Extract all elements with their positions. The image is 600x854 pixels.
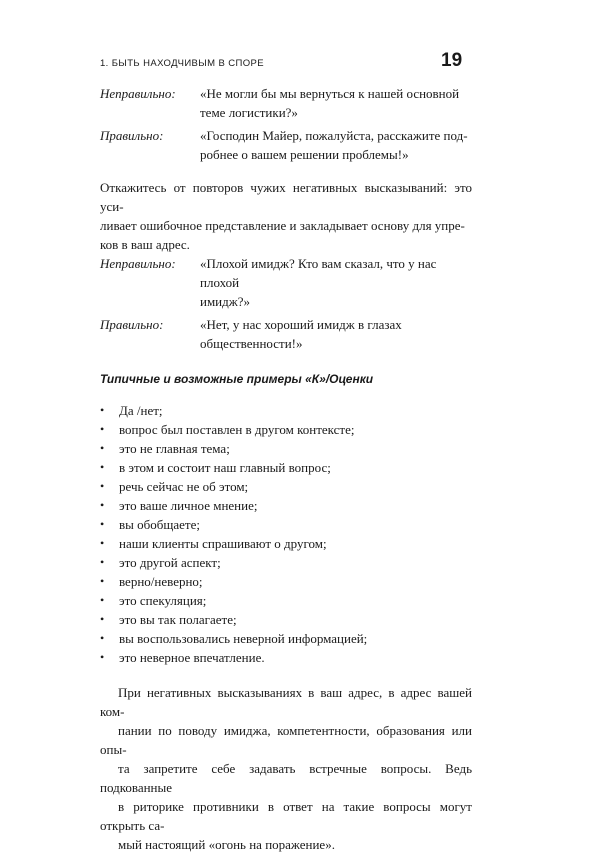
list-item-text: это ваше личное мнение; — [119, 498, 258, 513]
paragraph-repetition-advice — [100, 178, 472, 254]
bullet-icon: • — [100, 422, 105, 436]
example-line: «Господин Майер, пожалуйста, расскажите под- — [200, 128, 468, 143]
list-item — [100, 439, 472, 458]
text-line: ков в ваш адрес. — [100, 237, 190, 252]
bullet-icon: • — [100, 555, 105, 569]
list-item-text: наши клиенты спрашивают о другом; — [119, 536, 327, 551]
page-body — [100, 84, 472, 854]
text-line: Откажитесь от повторов чужих негативных высказываний: это уси- — [100, 180, 472, 214]
text-line: пании по поводу имиджа, компетентности, образования или опы- — [100, 723, 472, 757]
example-line: робнее о вашем решении проблемы!» — [200, 147, 409, 162]
list-item — [100, 572, 472, 591]
bullet-icon: • — [100, 441, 105, 455]
list-item-text: вы воспользовались неверной информацией; — [119, 631, 368, 646]
example-label: Правильно: — [100, 128, 164, 143]
bullet-icon: • — [100, 650, 105, 664]
example-text — [200, 84, 472, 122]
text-line: мый настоящий «огонь на поражение». — [118, 837, 335, 852]
section-subheading: Типичные и возможные примеры «К»/Оценки — [100, 372, 374, 386]
bullet-icon: • — [100, 403, 105, 417]
list-item-text: это другой аспект; — [119, 555, 221, 570]
example-wrong-2 — [100, 254, 472, 311]
list-item-text: это не главная тема; — [119, 441, 230, 456]
bullet-icon: • — [100, 593, 105, 607]
list-item-text: Да /нет; — [119, 403, 163, 418]
bullet-icon: • — [100, 631, 105, 645]
list-item — [100, 401, 472, 420]
list-item — [100, 458, 472, 477]
text-line: ливает ошибочное представление и закладывает основу для упре- — [100, 218, 465, 233]
list-item-text: верно/неверно; — [119, 574, 203, 589]
list-item — [100, 477, 472, 496]
running-header: 1. БЫТЬ НАХОДЧИВЫМ В СПОРЕ — [100, 58, 264, 69]
bullet-icon: • — [100, 460, 105, 474]
list-item-text: в этом и состоит наш главный вопрос; — [119, 460, 331, 475]
list-item — [100, 553, 472, 572]
example-text — [200, 315, 472, 353]
bullet-icon: • — [100, 536, 105, 550]
example-label: Неправильно: — [100, 256, 176, 271]
list-item-text: это неверное впечатление. — [119, 650, 265, 665]
example-text — [200, 254, 472, 311]
list-item-text: вопрос был поставлен в другом контексте; — [119, 422, 355, 437]
paragraph-counter-questions — [100, 683, 472, 854]
example-label: Правильно: — [100, 317, 164, 332]
example-line: «Не могли бы мы вернуться к нашей основной — [200, 86, 460, 101]
list-item-text: это спекуляция; — [119, 593, 207, 608]
example-right-1 — [100, 126, 472, 164]
example-line: «Нет, у нас хороший имидж в глазах общественности!» — [200, 317, 402, 351]
list-item — [100, 515, 472, 534]
example-line: «Плохой имидж? Кто вам сказал, что у нас плохой — [200, 256, 437, 290]
list-item — [100, 420, 472, 439]
list-item-text: речь сейчас не об этом; — [119, 479, 249, 494]
list-item — [100, 496, 472, 515]
example-line: теме логистики?» — [200, 105, 298, 120]
list-item — [100, 610, 472, 629]
list-item — [100, 629, 472, 648]
bullet-icon: • — [100, 517, 105, 531]
example-right-2 — [100, 315, 472, 353]
text-line: в риторике противники в ответ на такие вопросы могут открыть са- — [100, 799, 472, 833]
list-item — [100, 534, 472, 553]
bullet-icon: • — [100, 498, 105, 512]
list-item-text: это вы так полагаете; — [119, 612, 237, 627]
bullet-icon: • — [100, 612, 105, 626]
example-text — [200, 126, 472, 164]
example-line: имидж?» — [200, 294, 251, 309]
examples-bullet-list — [100, 401, 472, 667]
list-item — [100, 591, 472, 610]
list-item-text: вы обобщаете; — [119, 517, 200, 532]
example-wrong-1 — [100, 84, 472, 122]
bullet-icon: • — [100, 574, 105, 588]
page-number: 19 — [441, 50, 463, 71]
list-item — [100, 648, 472, 667]
bullet-icon: • — [100, 479, 105, 493]
example-label: Неправильно: — [100, 86, 176, 101]
text-line: та запретите себе задавать встречные вопросы. Ведь подкованные — [100, 761, 472, 795]
text-line: При негативных высказываниях в ваш адрес, в адрес вашей ком- — [100, 685, 472, 719]
